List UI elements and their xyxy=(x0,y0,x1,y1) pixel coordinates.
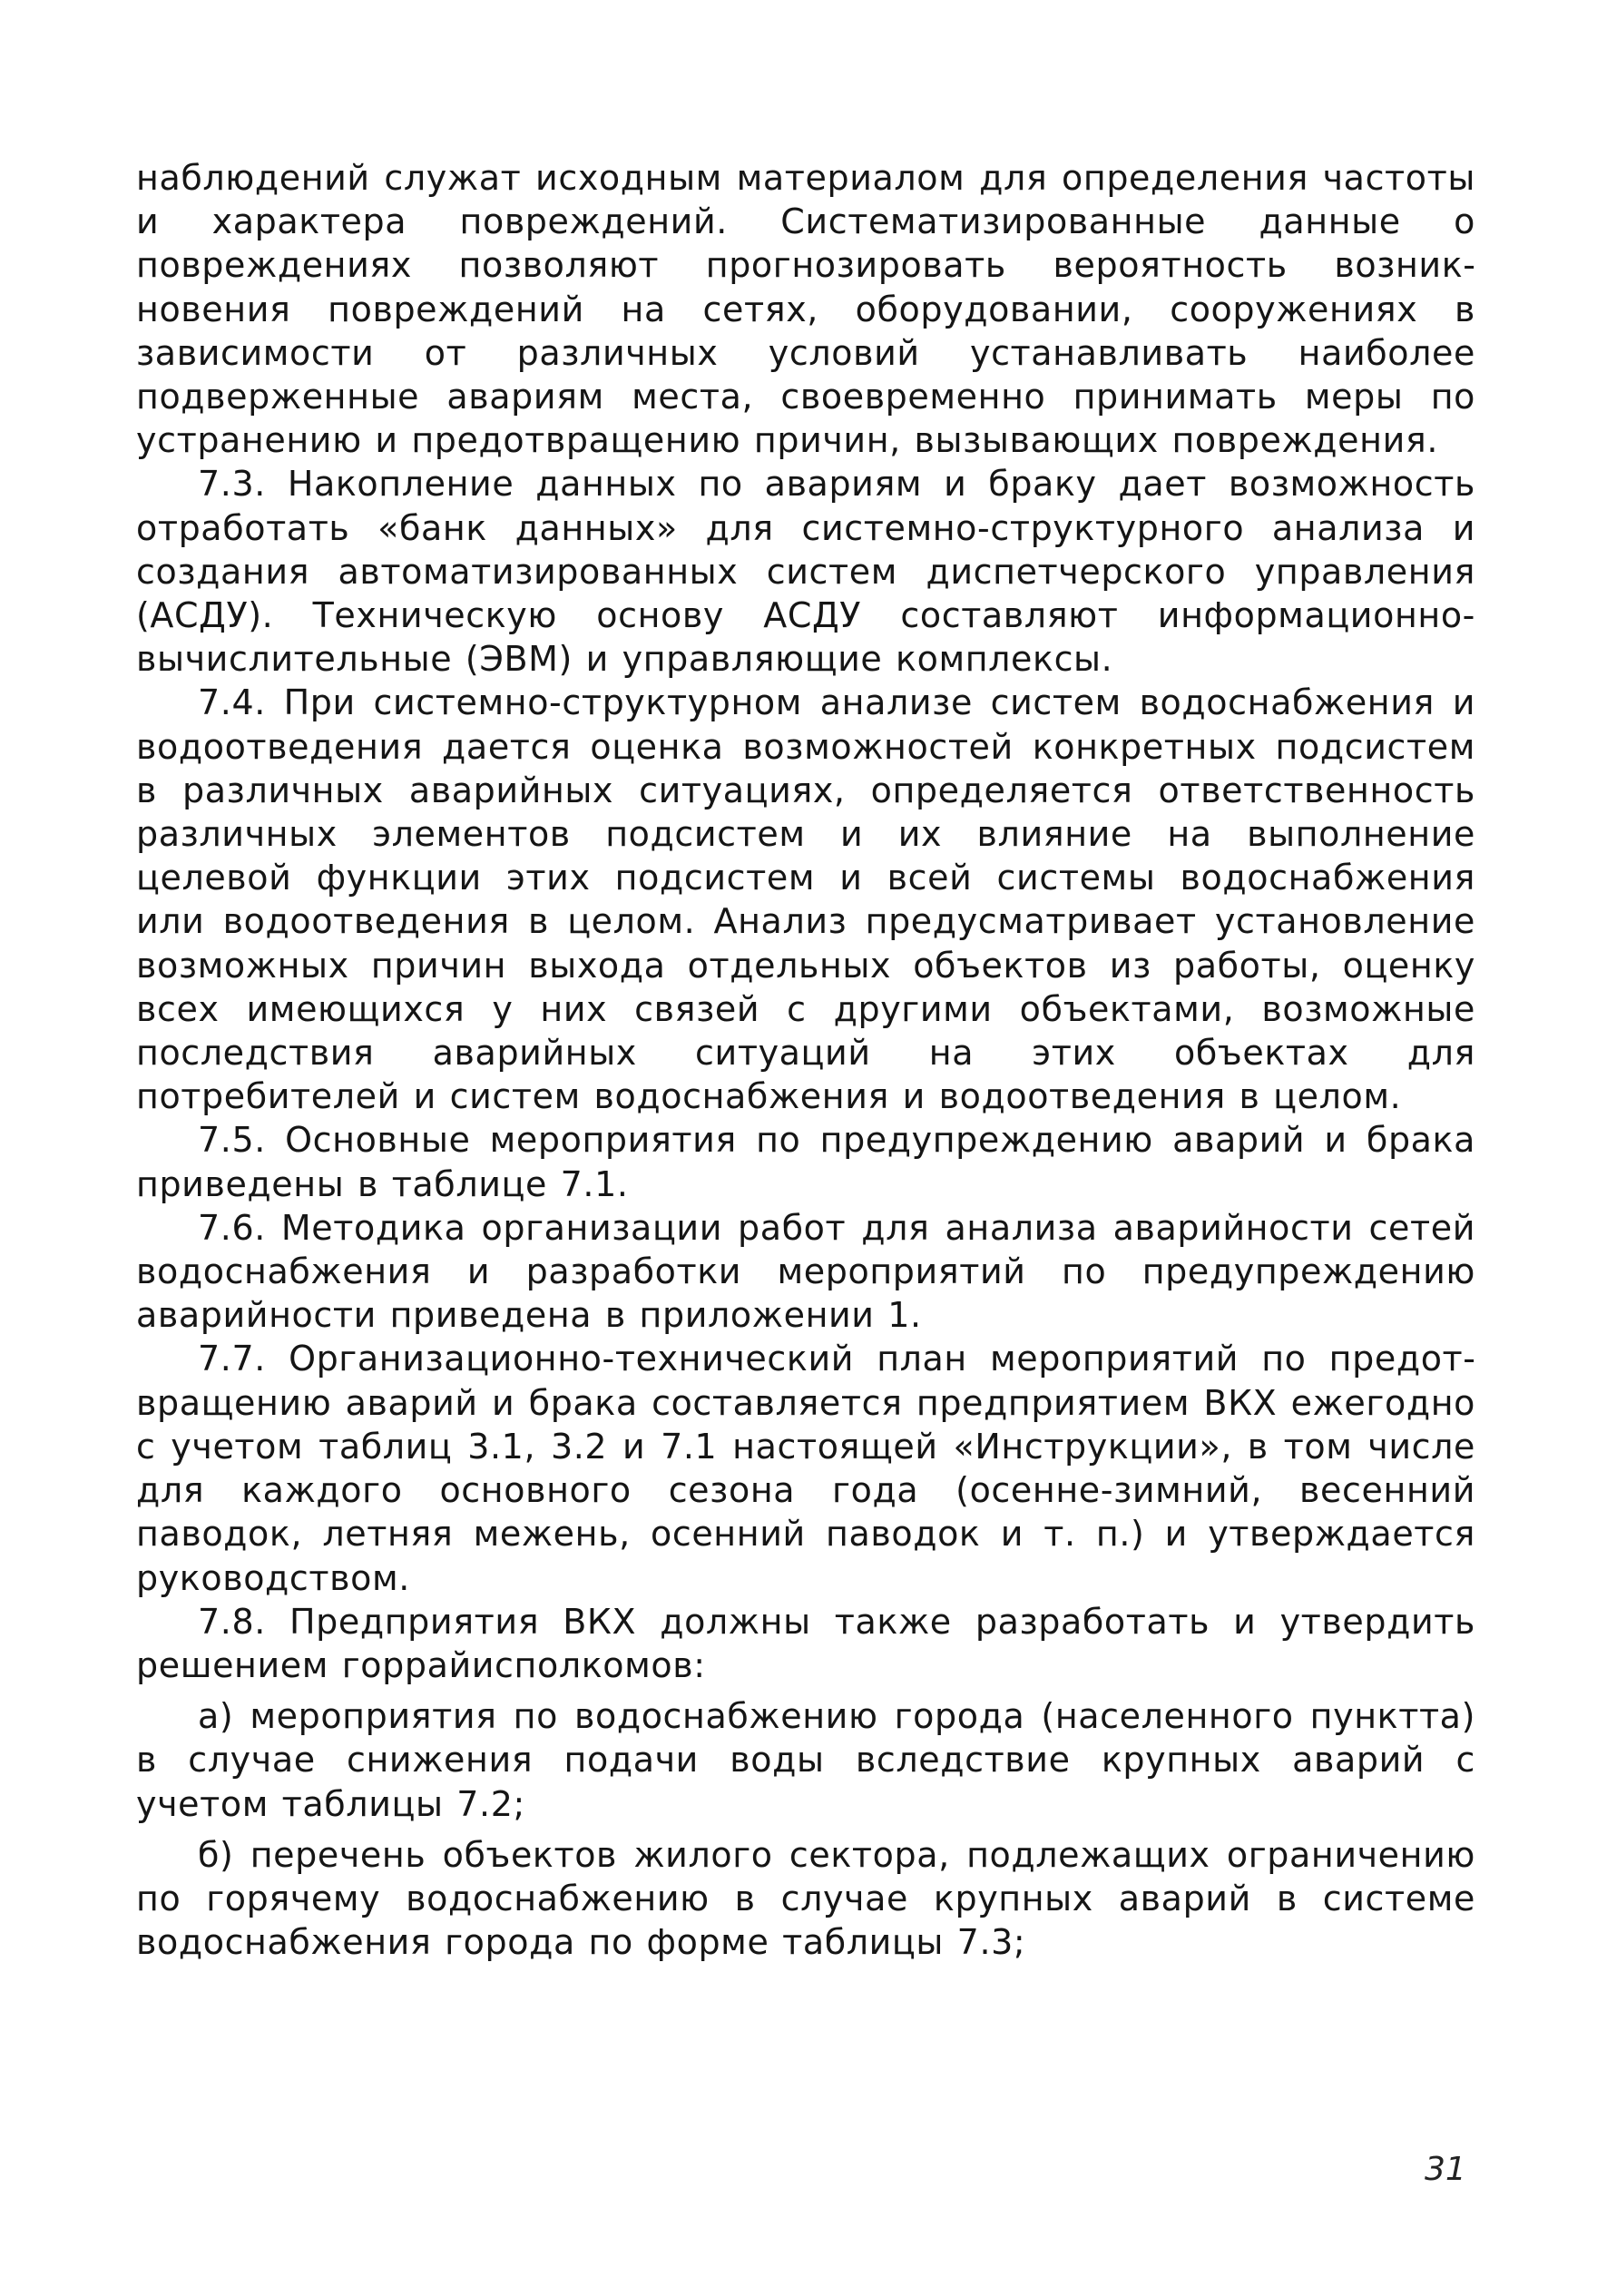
paragraph-continuation: наблюдений служат исходным материалом для определения частоты и характера повреждений. Систематизированные данные о повреждениях позволяют прогнозировать вероятность возникновения повреждений на сетях, оборудовании, сооружениях в зависимости от различных условий устанавливать наиболее подверженные авариям места, своевременно принимать меры по устранению и предотвращению причин, вызывающих повреждения. xyxy=(136,158,1475,461)
paragraph-7-7: 7.7. Организационно-технический план мероприятий по предотвращению аварий и брака составляется предприятием ВКХ ежегодно с учетом таблиц 3.1, 3.2 и 7.1 настоящей «Инструкции», в том числе для каждого основного сезона года (осенне-зимний, весенний паводок, летняя межень, осенний паводок и т. п.) и утверждается руководством. xyxy=(136,1339,1475,1598)
paragraph-7-8: 7.8. Предприятия ВКХ должны также разработать и утвердить решением горрайисполкомов: xyxy=(136,1601,1475,1685)
document-body xyxy=(136,156,1475,1964)
paragraph-7-4: 7.4. При системно-структурном анализе систем водоснабжения и водоотведения дается оценка возможностей конкретных подсистем в различных аварийных ситуациях, определяется ответственность различных элементов подсистем и их влияние на выполнение целевой функции этих подсистем и всей системы водоснабжения или водоотведения в целом. Анализ предусматривает установление возможных причин выхода отдельных объектов из работы, оценку всех имеющихся у них связей с другими объектами, возможные последствия аварийных ситуаций на этих объектах для потребителей и систем водоснабжения и водоотведения в целом. xyxy=(136,682,1475,1117)
paragraph-7-6: 7.6. Методика организации работ для анализа аварийности сетей водоснабжения и разработки мероприятий по предупреждению аварийности приведена в приложении 1. xyxy=(136,1207,1475,1336)
page-number: 31 xyxy=(1425,2151,1466,2188)
list-item-a: а) мероприятия по водоснабжению города (населенного пунктта) в случае снижения подачи воды вследствие крупных аварий с учетом таблицы 7.2; xyxy=(136,1696,1475,1824)
paragraph-7-3: 7.3. Накопление данных по авариям и браку дает возможность отработать «банк данных» для системно-структурного анализа и создания автоматизированных систем диспетчерского управления (АСДУ). Техническую основу АСДУ составляют информационно-вычислительные (ЭВМ) и управляющие комплексы. xyxy=(136,464,1475,680)
list-item-b: б) перечень объектов жилого сектора, подлежащих ограничению по горячему водоснабжению в случае крупных аварий в системе водоснабжения города по форме таблицы 7.3; xyxy=(136,1834,1475,1963)
paragraph-7-5: 7.5. Основные мероприятия по предупреждению аварий и брака приведены в таблице 7.1. xyxy=(136,1120,1475,1204)
